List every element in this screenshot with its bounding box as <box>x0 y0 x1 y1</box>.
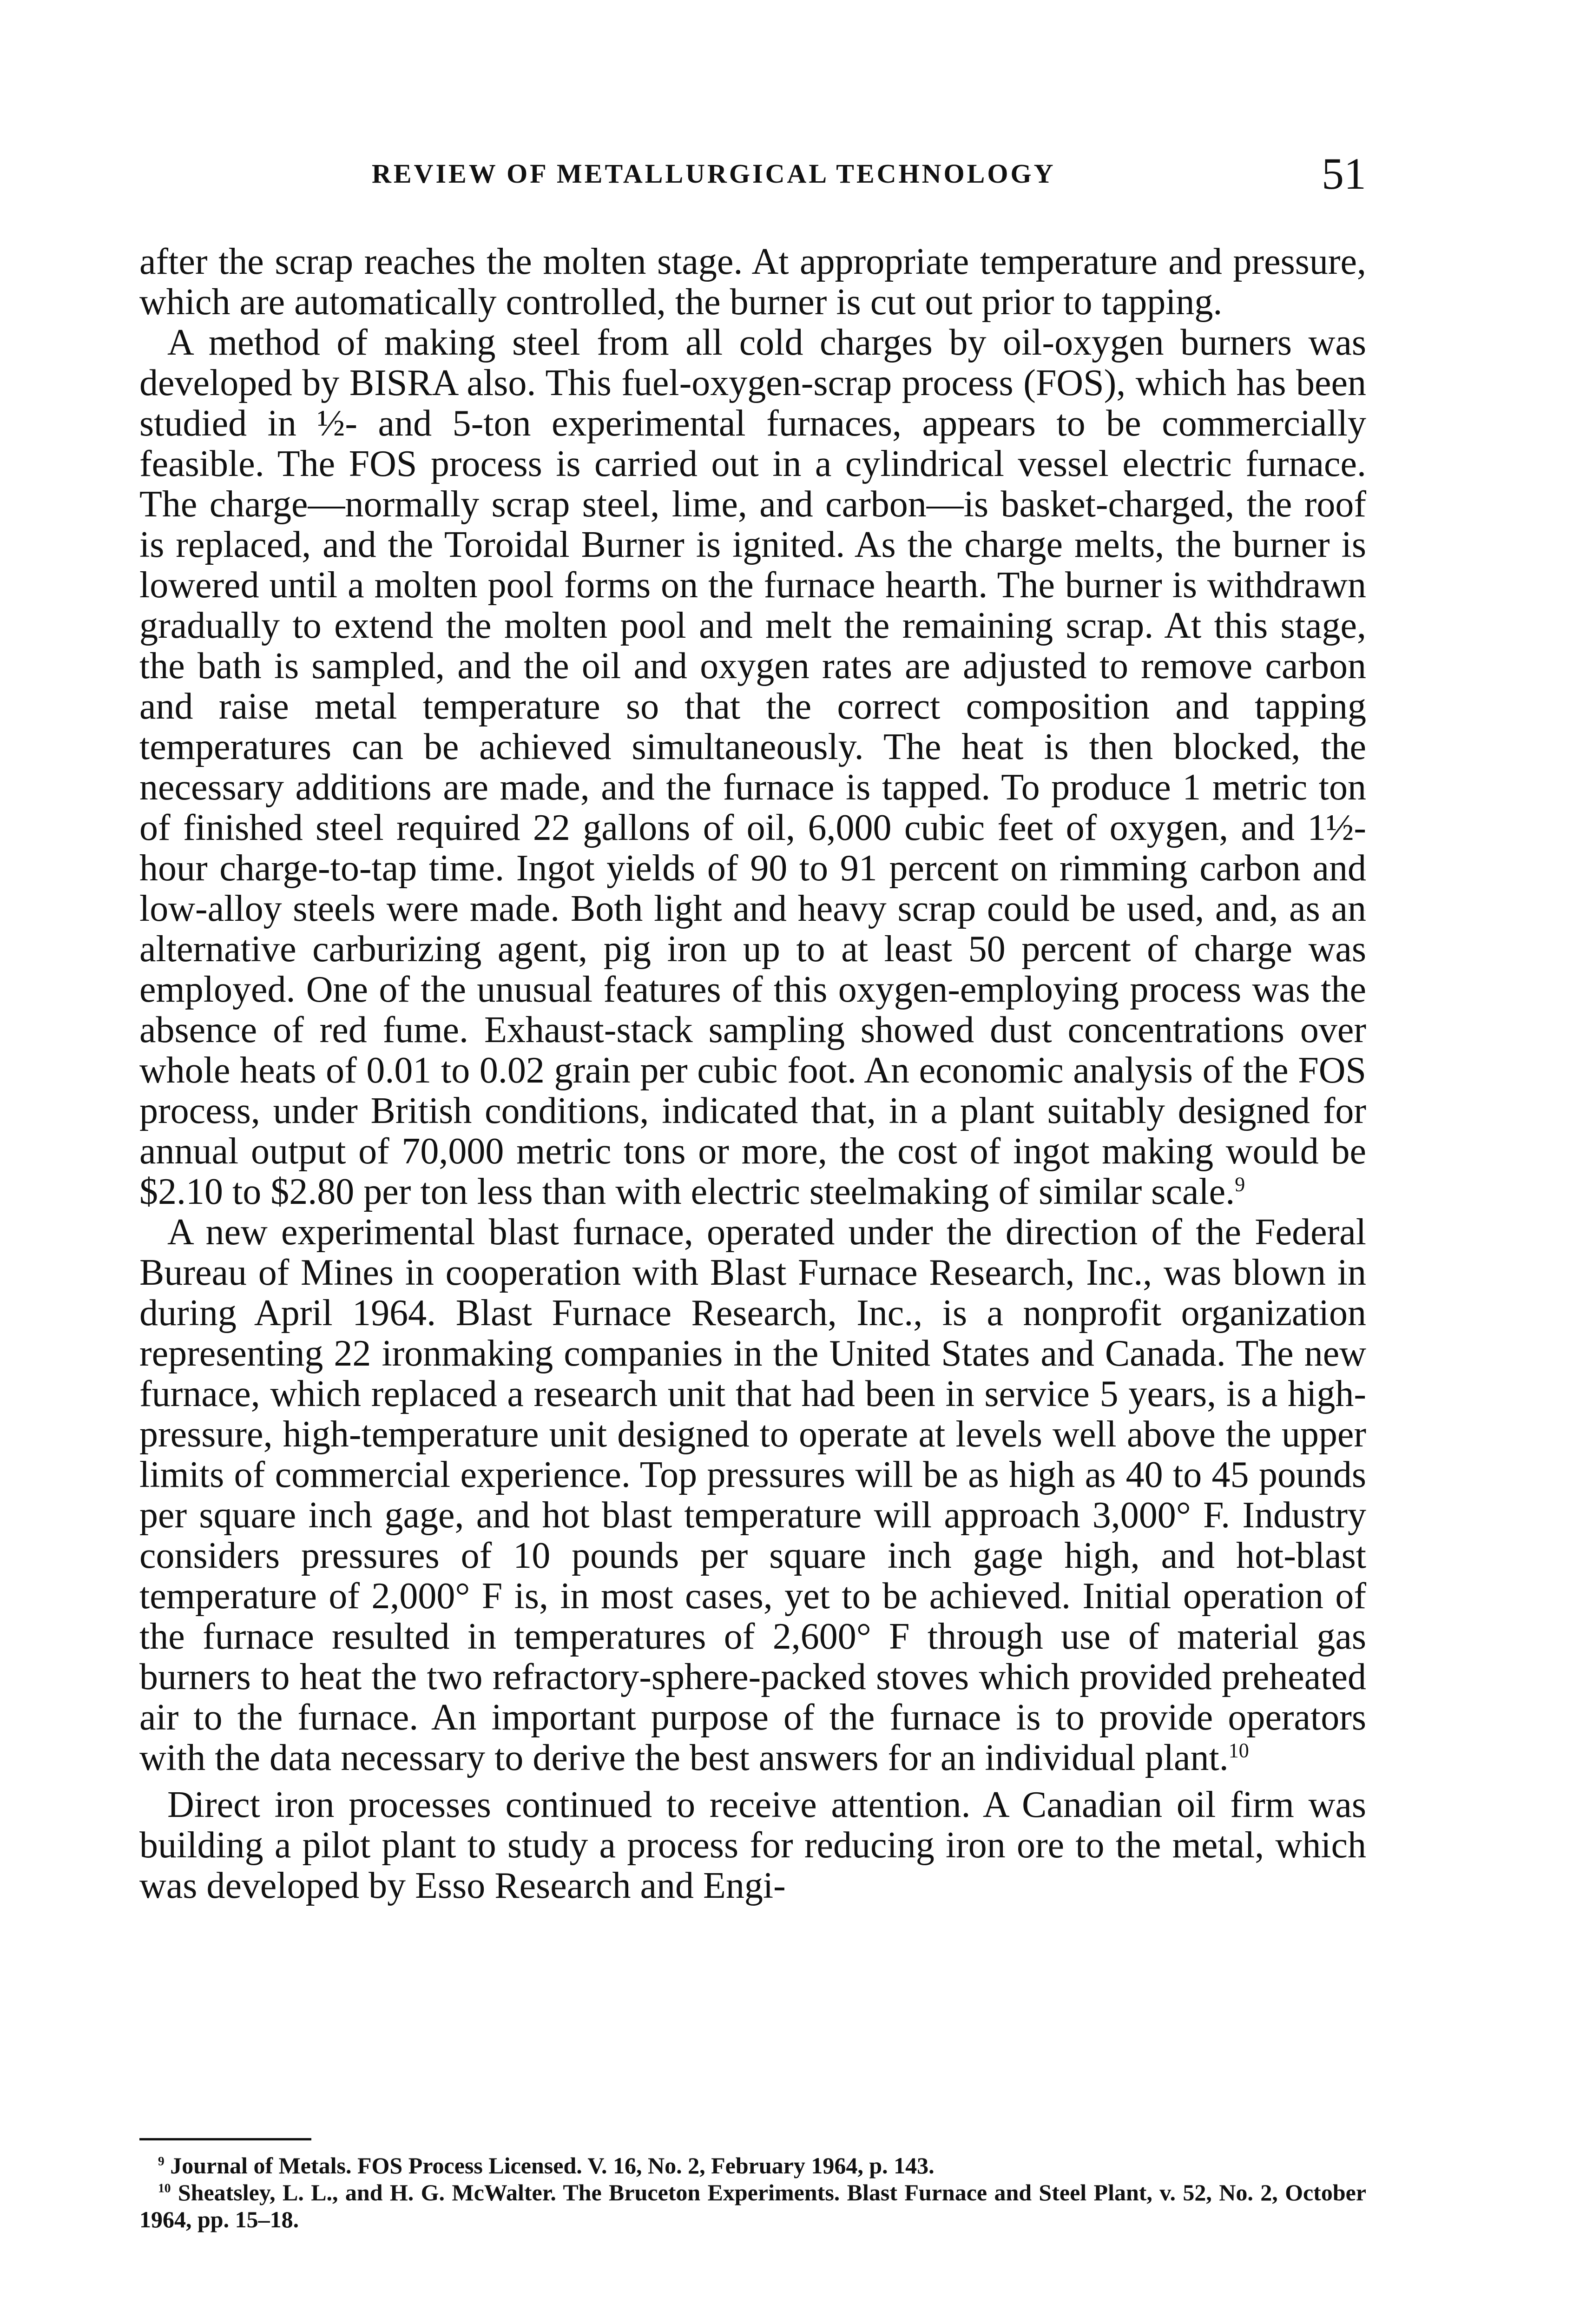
footnotes <box>139 2152 1366 2233</box>
footnote-text: Journal of Metals. FOS Process Licensed. V. 16, No. 2, February 1964, p. 143. <box>170 2152 935 2179</box>
footnote-ref: 9 <box>1235 1173 1245 1196</box>
paragraph-text: Direct iron processes continued to receive attention. A Canadian oil firm was building a pilot plant to study a process for reducing iron ore to the metal, which was developed by Esso Research and Engi- <box>139 1784 1366 1906</box>
paragraph-text: after the scrap reaches the molten stage. At appropriate temperature and pressure, which are automatically controlled, the burner is cut out prior to tapping. <box>139 241 1366 323</box>
page-number: 51 <box>1322 149 1366 198</box>
paragraph-fos-process <box>139 323 1366 1212</box>
paragraph-text: A new experimental blast furnace, operated under the direction of the Federal Bureau of Mines in cooperation with Blast Furnace Research, Inc., was blown in during April 1964. Blast Furnace Research, Inc., is a nonprofit organization representing 22 ironmaking companies in the United States and Canada. The new furnace, which replaced a research unit that had been in service 5 years, is a high-pressure, high-temperature unit designed to operate at levels well above the upper limits of commercial experience. Top pressures will be as high as 40 to 45 pounds per square inch gage, and hot blast temperature will approach 3,000° F. Industry considers pressures of 10 pounds per square inch gage high, and hot-blast temperature of 2,000° F is, in most cases, yet to be achieved. Initial operation of the furnace resulted in temperatures of 2,600° F through use of material gas burners to heat the two refractory-sphere-packed stoves which provided preheated air to the furnace. An important purpose of the furnace is to provide operators with the data necessary to derive the best answers for an individual plant. <box>139 1212 1366 1778</box>
paragraph-direct-iron <box>139 1785 1366 1906</box>
footnote-text: Sheatsley, L. L., and H. G. McWalter. The Bruceton Experiments. Blast Furnace and Steel Plant, v. 52, No. 2, October 1964, pp. 15–18. <box>139 2179 1367 2232</box>
footnote-mark: 10 <box>158 2180 171 2195</box>
footnote-item <box>139 2152 1366 2179</box>
footnote-divider <box>139 2138 311 2140</box>
running-header <box>139 148 1366 199</box>
paragraph-text: A method of making steel from all cold charges by oil-oxygen burners was developed by BISRA also. This fuel-oxygen-scrap process (FOS), which has been studied in ½- and 5-ton experimental furnaces, appears to be commercially feasible. The FOS process is carried out in a cylindrical vessel electric furnace. The charge—normally scrap steel, lime, and carbon—is basket-charged, the roof is replaced, and the Toroidal Burner is ignited. As the charge melts, the burner is lowered until a molten pool forms on the furnace hearth. The burner is withdrawn gradually to extend the molten pool and melt the remaining scrap. At this stage, the bath is sampled, and the oil and oxygen rates are adjusted to remove carbon and raise metal temperature so that the correct composition and tapping temperatures can be achieved simultaneously. The heat is then blocked, the necessary additions are made, and the furnace is tapped. To produce 1 metric ton of finished steel required 22 gallons of oil, 6,000 cubic feet of oxygen, and 1½-hour charge-to-tap time. Ingot yields of 90 to 91 percent on rimming carbon and low-alloy steels were made. Both light and heavy scrap could be used, and, as an alternative carburizing agent, pig iron up to at least 50 percent of charge was employed. One of the unusual features of this oxygen-employing process was the absence of red fume. Exhaust-stack sampling showed dust concentrations over whole heats of 0.01 to 0.02 grain per cubic foot. An economic analysis of the FOS process, under British conditions, indicated that, in a plant suitably designed for annual output of 70,000 metric tons or more, the cost of ingot making would be $2.10 to $2.80 per ton less than with electric steelmaking of similar scale. <box>139 322 1366 1212</box>
paragraph-continuation <box>139 242 1366 323</box>
running-header-title: REVIEW OF METALLURGICAL TECHNOLOGY <box>372 158 1056 189</box>
paragraph-blast-furnace <box>139 1212 1366 1778</box>
footnote-item <box>139 2179 1366 2233</box>
footnote-ref: 10 <box>1228 1739 1249 1762</box>
body-text <box>139 242 1366 1906</box>
footnote-mark: 9 <box>158 2153 165 2168</box>
